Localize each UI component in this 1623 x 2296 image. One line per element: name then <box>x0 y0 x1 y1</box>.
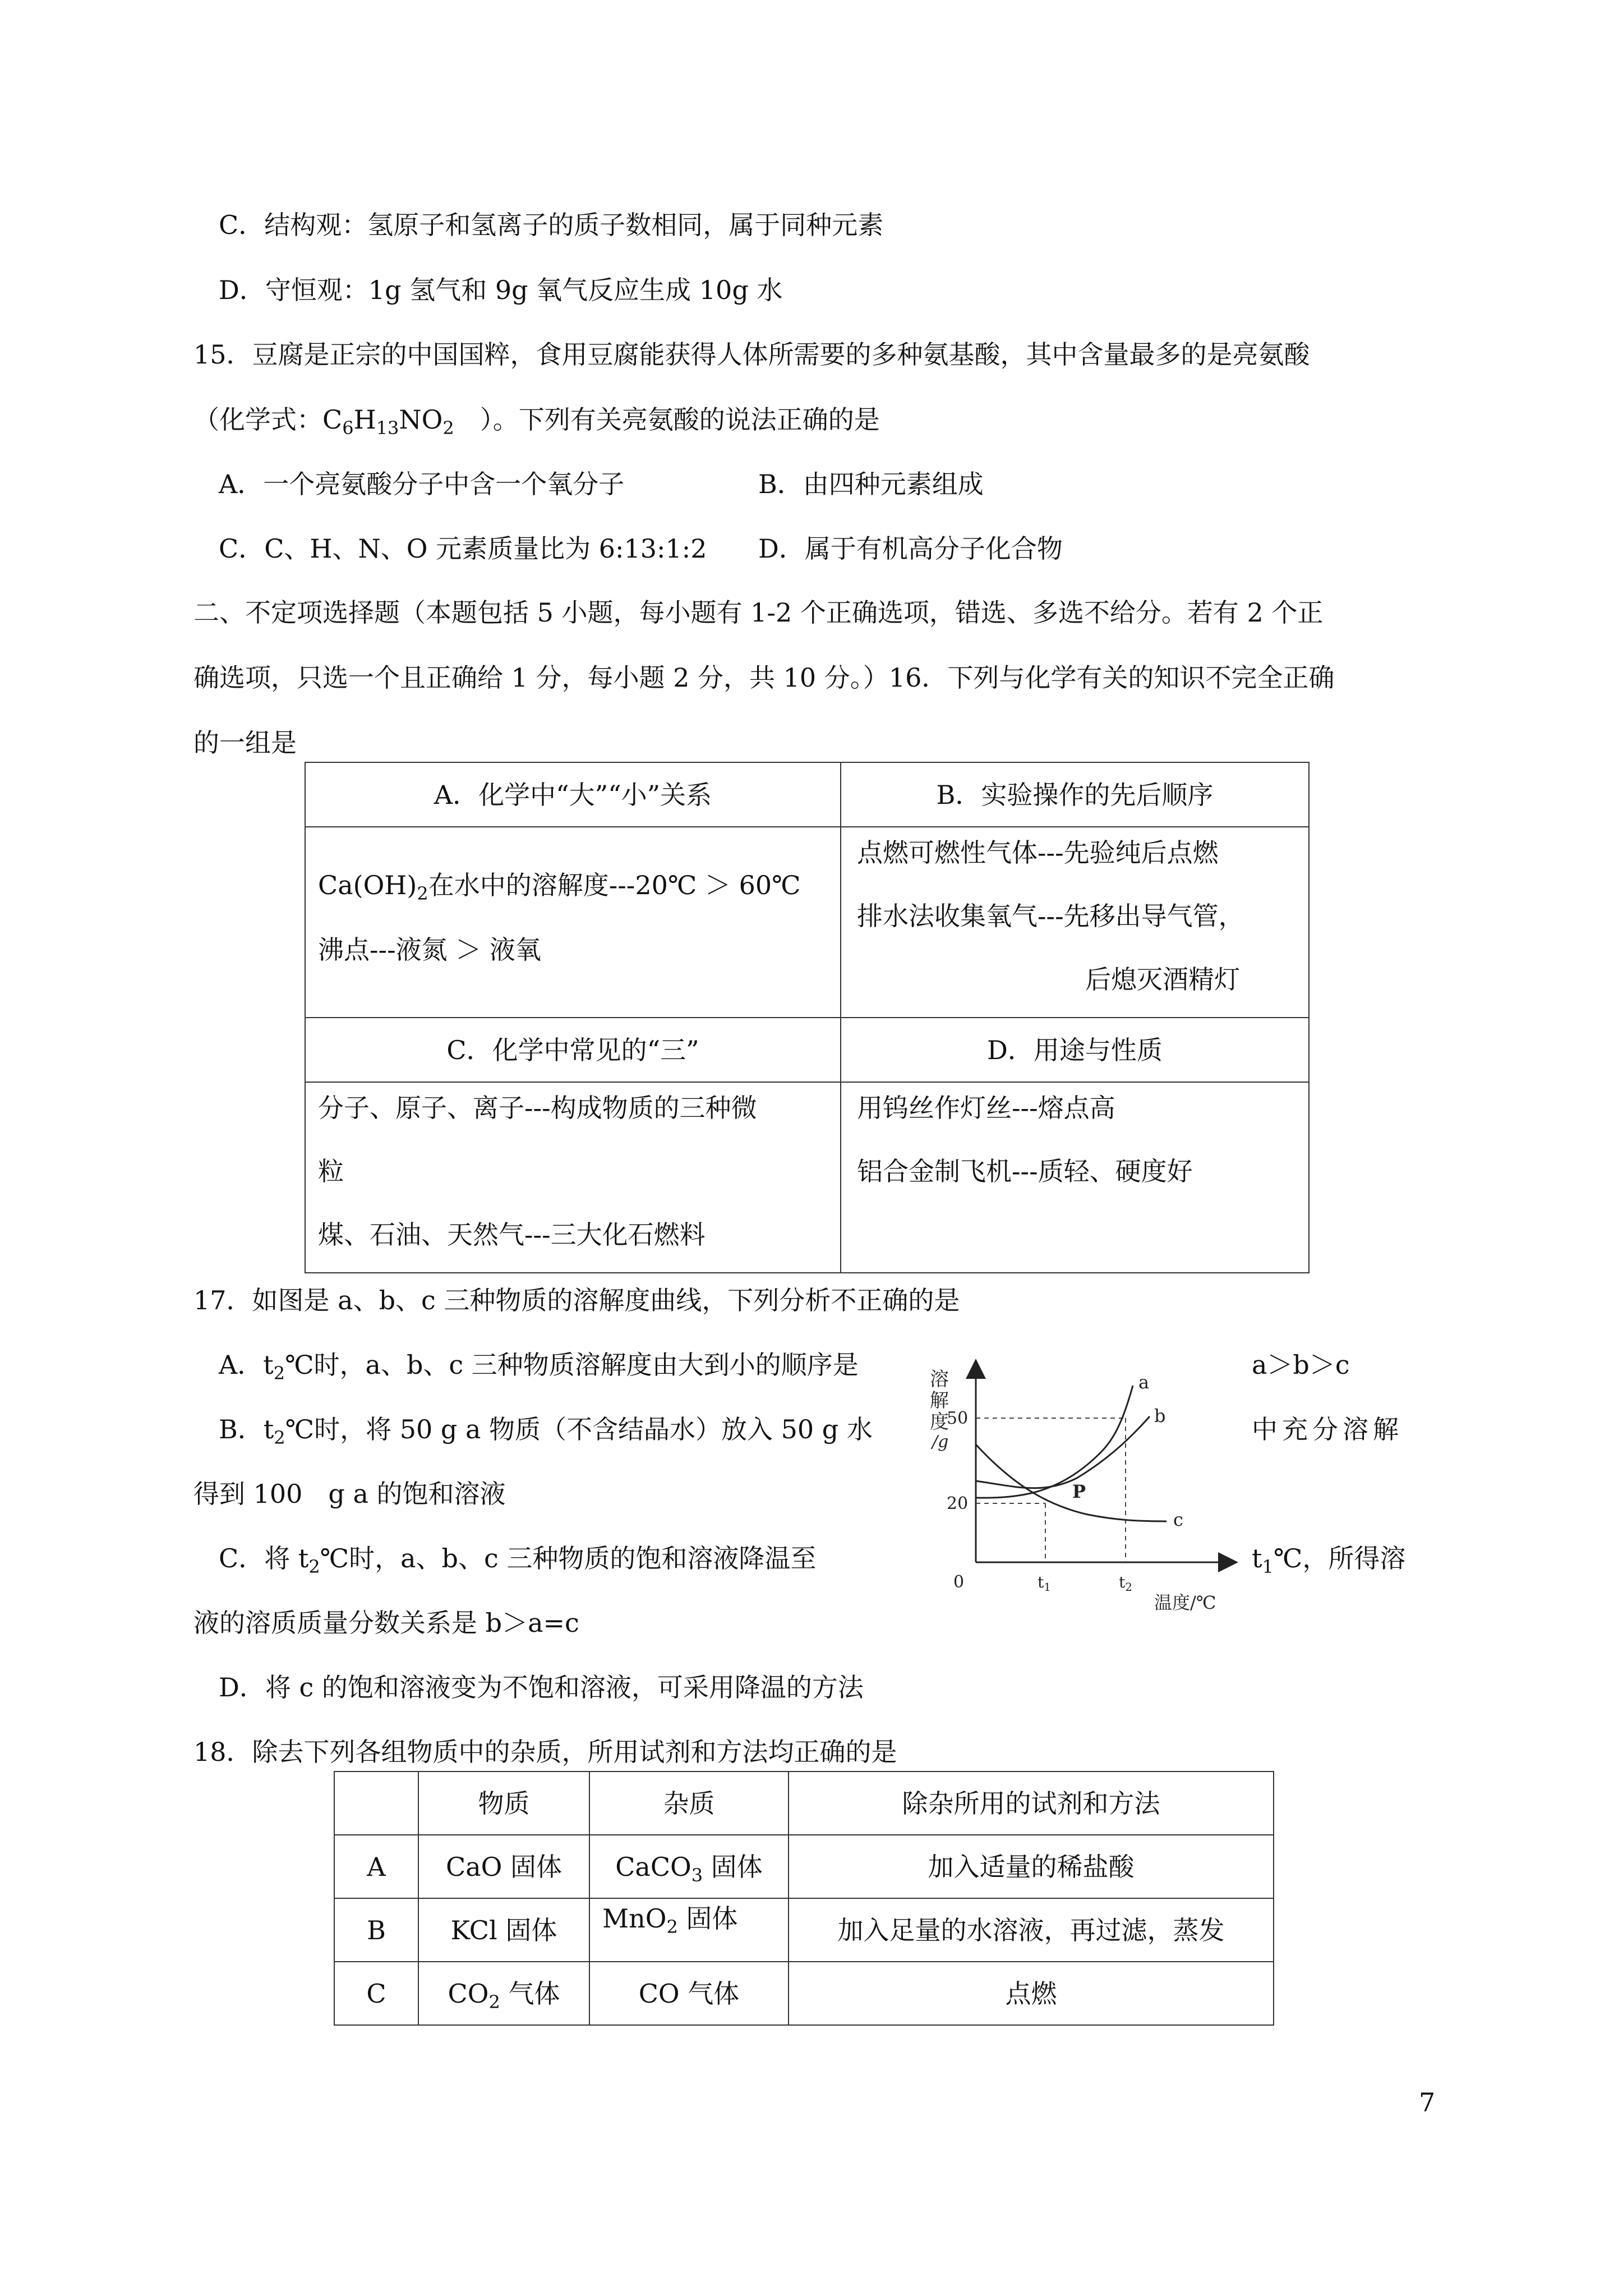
q18-row-method: 点燃 <box>789 1962 1274 2025</box>
q15-stem-pre: （化学式： <box>193 404 322 435</box>
q16-c-line1: 分子、原子、离子---构成物质的三种微 <box>318 1093 757 1123</box>
q18-row-key: B <box>334 1898 418 1962</box>
q17-option-d: D．将 c 的饱和溶液变为不饱和溶液，可采用降温的方法 <box>219 1672 864 1703</box>
q16-a-line1: $Ca(OH)_2$在水中的溶解度---20℃ ＞ 60℃ <box>318 870 801 904</box>
q16-table <box>305 762 1310 1273</box>
q18-stem: 18．除去下列各组物质中的杂质，所用试剂和方法均正确的是 <box>193 1737 897 1767</box>
q18-row-substance: KCl 固体 <box>418 1898 589 1962</box>
q18-table <box>334 1771 1274 2026</box>
page-number: 7 <box>1419 2087 1436 2118</box>
q18-row-impurity: MnO$_2$ 固体 <box>589 1898 789 1962</box>
q18-row-key: A <box>334 1835 418 1898</box>
curve-c <box>976 1444 1166 1521</box>
q16-b-line1: 点燃可燃性气体---先验纯后点燃 <box>857 838 1219 868</box>
x-label: 温度/℃ <box>1154 1592 1216 1613</box>
q18-row-key: C <box>334 1962 418 2025</box>
curve-a-label: a <box>1138 1372 1150 1393</box>
q15-stem-line1: 15．豆腐是正宗的中国国粹，食用豆腐能获得人体所需要的多种氨基酸，其中含量最多的是亮氨酸 <box>193 339 1310 370</box>
section2-line2: 确选项，只选一个且正确给 1 分，每小题 2 分，共 10 分。）16．下列与化学有关的知识不完全正确 <box>193 662 1335 693</box>
q18-header-substance: 物质 <box>418 1772 589 1835</box>
q17-stem: 17．如图是 a、b、c 三种物质的溶解度曲线，下列分析不正确的是 <box>193 1285 960 1315</box>
section2-line1: 二、不定项选择题（本题包括 5 小题，每小题有 1-2 个正确选项，错选、多选不给分。若有 2 个正 <box>193 597 1324 628</box>
q15-option-b: B．由四种元素组成 <box>758 469 984 499</box>
q14-option-d: D．守恒观：1g 氢气和 9g 氧气反应生成 10g 水 <box>219 275 783 305</box>
section2-line3: 的一组是 <box>193 728 297 758</box>
q16-d-line1: 用钨丝作灯丝---熔点高 <box>857 1093 1115 1123</box>
q17-option-b: B．$t_2℃$时，将 50 g a 物质（不含结晶水）放入 50 g 水 <box>219 1414 873 1448</box>
q17-option-c: C．将 $t_2℃$时，a、b、c 三种物质的饱和溶液降温至 <box>219 1543 817 1577</box>
curve-c-label: c <box>1173 1509 1183 1530</box>
ytick-20: 20 <box>947 1494 969 1513</box>
table-row <box>334 1898 1274 1962</box>
q16-c-line3: 煤、石油、天然气---三大化石燃料 <box>318 1220 706 1250</box>
q18-row-substance: $CO_2$ 气体 <box>418 1962 589 2025</box>
q16-d-line2: 铝合金制飞机---质轻、硬度好 <box>857 1156 1193 1186</box>
table-row <box>334 1962 1274 2025</box>
curve-b <box>976 1416 1150 1488</box>
q16-c-line2: 粒 <box>318 1156 344 1186</box>
q16-b-line2: 排水法收集氧气---先移出导气管， <box>857 901 1244 931</box>
q15-option-c: C．C、H、N、O 元素质量比为 6:13:1:2 <box>219 533 707 564</box>
q18-row-method: 加入适量的稀盐酸 <box>789 1835 1274 1898</box>
y-label-char-3: 度 <box>930 1411 949 1433</box>
q16-d-body <box>841 1082 1309 1273</box>
q18-header-impurity: 杂质 <box>589 1772 789 1835</box>
origin-label: 0 <box>953 1572 965 1592</box>
point-p-label: P <box>1072 1481 1086 1502</box>
y-label-char-1: 溶 <box>930 1368 949 1391</box>
q15-option-d: D．属于有机高分子化合物 <box>758 533 1063 564</box>
q17-option-a-end: a＞b＞c <box>1252 1350 1350 1380</box>
formula-leucine: $C_6H_{13}NO_2$ <box>322 404 454 439</box>
table-row <box>334 1835 1274 1898</box>
q17-option-c-end: $t_1℃$，所得溶 <box>1252 1543 1406 1577</box>
xtick-t1: $t_1$ <box>1038 1573 1051 1594</box>
curve-b-label: b <box>1154 1405 1166 1427</box>
q16-a-header: A．化学中“大”“小”关系 <box>305 762 841 827</box>
solubility-graph <box>920 1352 1245 1616</box>
q16-b-body <box>841 827 1309 1018</box>
q16-c-header: C．化学中常见的“三” <box>305 1018 841 1082</box>
q17-option-c-line2: 液的溶质质量分数关系是 b＞a=c <box>193 1608 579 1638</box>
q18-row-method: 加入足量的水溶液，再过滤，蒸发 <box>789 1898 1274 1962</box>
q15-option-a: A．一个亮氨酸分子中含一个氧分子 <box>219 469 625 499</box>
ytick-50: 50 <box>947 1409 969 1428</box>
q18-row-substance: CaO 固体 <box>418 1835 589 1898</box>
q16-b-line3: 后熄灭酒精灯 <box>1085 964 1240 995</box>
xtick-t2: $t_2$ <box>1119 1573 1132 1594</box>
q14-option-c: C．结构观：氢原子和氢离子的质子数相同，属于同种元素 <box>219 210 884 240</box>
q18-header-blank <box>334 1772 418 1835</box>
q17-option-b-line2: 得到 100 g a 的饱和溶液 <box>193 1479 506 1509</box>
q18-row-impurity: CO 气体 <box>589 1962 789 2025</box>
q16-a-body <box>305 827 841 1018</box>
q16-c-body <box>305 1082 841 1273</box>
q16-d-header: D．用途与性质 <box>841 1018 1309 1082</box>
q17-option-a: A．$t_2℃$时，a、b、c 三种物质溶解度由大到小的顺序是 <box>219 1350 859 1384</box>
y-label-unit: /g <box>932 1432 949 1452</box>
curve-a <box>976 1386 1133 1498</box>
q17-option-b-end: 中充分溶解 <box>1252 1414 1403 1444</box>
q18-header-method: 除杂所用的试剂和方法 <box>789 1772 1274 1835</box>
q15-stem-line2 <box>193 404 880 439</box>
y-label-char-2: 解 <box>930 1389 949 1412</box>
q16-a-line2: 沸点---液氮 ＞ 液氧 <box>318 935 541 965</box>
q16-b-header: B．实验操作的先后顺序 <box>841 762 1309 827</box>
q18-row-impurity: CaCO$_3$ 固体 <box>589 1835 789 1898</box>
q15-stem-post: ）。下列有关亮氨酸的说法正确的是 <box>454 404 880 435</box>
